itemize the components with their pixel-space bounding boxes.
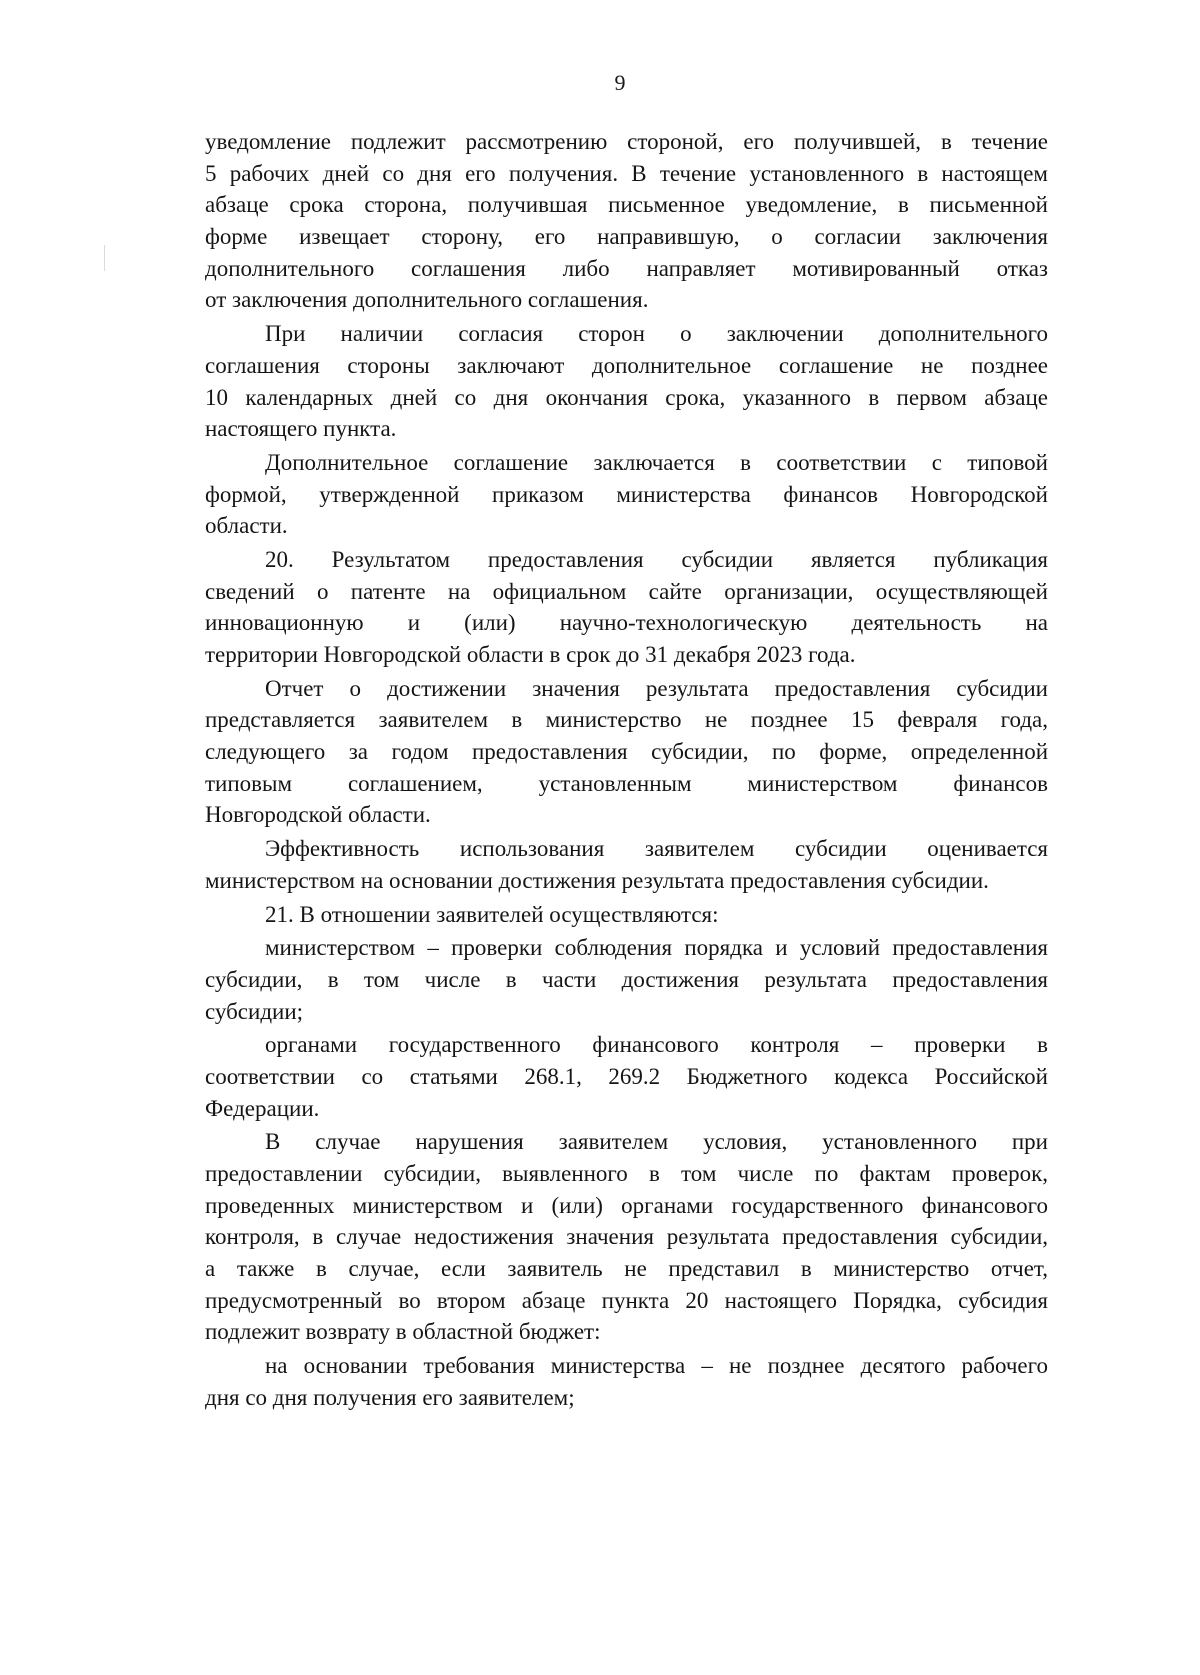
page-number: 9 [614, 70, 626, 95]
text-line: форме извещает сторону, его направившую, о согласии заключения [205, 224, 1048, 250]
paragraph-first-line: министерством – проверки соблюдения порядка и условий предоставления [265, 935, 1048, 961]
text-line: дополнительного соглашения либо направляет мотивированный отказ [205, 255, 1048, 281]
paragraph-first-line: Отчет о достижении значения результата предоставления субсидии [265, 675, 1048, 701]
scan-artifact-mark [104, 245, 105, 271]
text-line: министерством на основании достижения результата предоставления субсидии. [205, 867, 989, 893]
text-line: предоставлении субсидии, выявленного в том числе по фактам проверок, [205, 1161, 1048, 1186]
text-line: 10 календарных дней со дня окончания срока, указанного в первом абзаце [205, 384, 1048, 410]
text-line: следующего за годом предоставления субсидии, по форме, определенной [205, 739, 1048, 765]
paragraph-first-line: Эффективность использования заявителем субсидии оценивается [265, 836, 1048, 862]
text-line: сведений о патенте на официальном сайте организации, осуществляющей [205, 578, 1048, 604]
text-line: территории Новгородской области в срок до 31 декабря 2023 года. [205, 642, 856, 667]
text-line: Федерации. [205, 1095, 320, 1121]
text-line: субсидии, в том числе в части достижения результата предоставления [205, 966, 1048, 992]
paragraph-first-line: органами государственного финансового контроля – проверки в [265, 1032, 1048, 1058]
text-line: дня со дня получения его заявителем; [205, 1384, 575, 1410]
text-line: абзаце срока сторона, получившая письменное уведомление, в письменной [205, 192, 1048, 218]
text-line: инновационную и (или) научно-технологическую деятельность на [205, 610, 1048, 636]
text-line: уведомление подлежит рассмотрению стороной, его получившей, в течение [205, 129, 1048, 154]
text-line: типовым соглашением, установленным министерством финансов [205, 770, 1048, 796]
text-line: формой, утвержденной приказом министерства финансов Новгородской [205, 481, 1048, 507]
text-line: контроля, в случае недостижения значения результата предоставления субсидии, [205, 1224, 1048, 1250]
paragraph-first-line: Дополнительное соглашение заключается в соответствии с типовой [265, 449, 1048, 475]
paragraph-first-line: на основании требования министерства – не позднее десятого рабочего [265, 1353, 1048, 1379]
text-line: соответствии со статьями 268.1, 269.2 Бюджетного кодекса Российской [205, 1063, 1048, 1089]
document-body [205, 126, 1048, 1414]
text-line: соглашения стороны заключают дополнительное соглашение не позднее [205, 352, 1048, 378]
text-line: а также в случае, если заявитель не представил в министерство отчет, [205, 1256, 1048, 1282]
text-line: Новгородской области. [205, 802, 431, 828]
paragraph-first-line: 20. Результатом предоставления субсидии является публикация [265, 546, 1048, 572]
text-line: проведенных министерством и (или) органами государственного финансового [205, 1192, 1048, 1218]
text-line: представляется заявителем в министерство не позднее 15 февраля года, [205, 707, 1048, 733]
paragraph-first-line: 21. В отношении заявителей осуществляются: [265, 901, 719, 927]
text-line: субсидии; [205, 998, 304, 1024]
text-line: предусмотренный во втором абзаце пункта 20 настоящего Порядка, субсидия [205, 1287, 1048, 1313]
paragraph-first-line: При наличии согласия сторон о заключении дополнительного [265, 321, 1048, 347]
paragraph-first-line: В случае нарушения заявителем условия, установленного при [265, 1129, 1048, 1155]
text-line: от заключения дополнительного соглашения. [205, 287, 649, 313]
text-line: подлежит возврату в областной бюджет: [205, 1319, 601, 1345]
text-line: настоящего пункта. [205, 416, 397, 442]
text-line: 5 рабочих дней со дня его получения. В течение установленного в настоящем [205, 160, 1048, 186]
text-line: области. [205, 513, 288, 539]
